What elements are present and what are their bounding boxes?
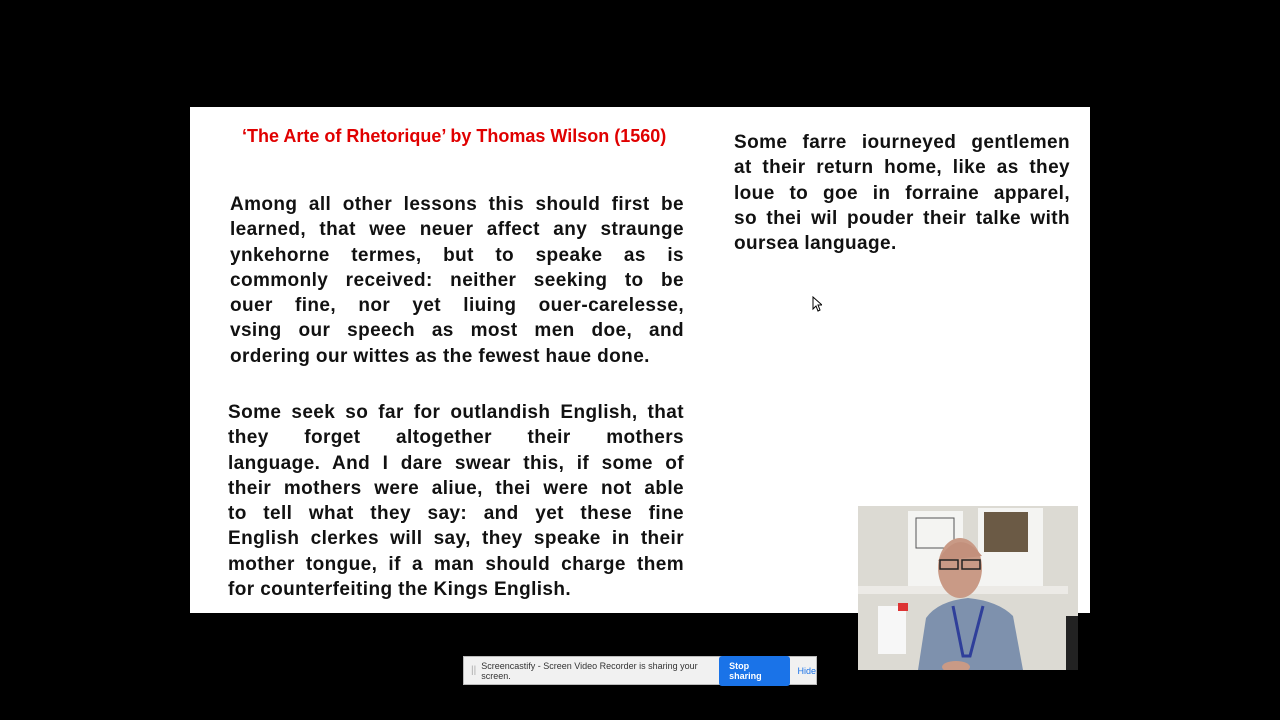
mouse-cursor-icon: [812, 296, 822, 312]
text-line: learned, that wee neuer affect any straunge: [230, 219, 684, 241]
text-line: vsing our speech as most men doe, and: [230, 320, 684, 342]
drag-handle-icon[interactable]: ||: [471, 665, 477, 676]
text-line: oursea language.: [734, 233, 897, 255]
text-line: commonly received: neither seeking to be: [230, 269, 684, 291]
text-line: ynkehorne termes, but to speake as is: [230, 244, 684, 266]
presenter-video: [858, 506, 1078, 670]
stop-sharing-button[interactable]: Stop sharing: [719, 656, 790, 686]
text-line: ouer fine, nor yet liuing ouer-carelesse,: [230, 295, 684, 317]
quote-paragraph-3: [734, 130, 1070, 256]
text-line: Among all other lessons this should first be: [230, 194, 684, 215]
text-line: so thei wil pouder their talke with: [734, 207, 1070, 229]
hide-button[interactable]: Hide: [797, 665, 816, 676]
text-line: Some farre iourneyed gentlemen: [734, 132, 1070, 153]
quote-paragraph-1: [230, 192, 684, 369]
quote-paragraph-2: [228, 400, 684, 602]
slide-title: ‘The Arte of Rhetorique’ by Thomas Wilson (1560): [242, 126, 667, 146]
text-line: to tell what they say: and yet these fine: [228, 503, 684, 525]
text-line: Some seek so far for outlandish English, that: [228, 402, 684, 423]
webcam-overlay: [858, 506, 1078, 670]
text-line: loue to goe in forraine apparel,: [734, 182, 1070, 204]
text-line: they forget altogether their mothers: [228, 427, 684, 449]
text-line: ordering our wittes as the fewest haue done.: [230, 345, 650, 367]
text-line: English clerkes will say, they speake in their: [228, 528, 684, 550]
text-line: for counterfeiting the Kings English.: [228, 579, 572, 601]
sharing-message: Screencastify - Screen Video Recorder is sharing your screen.: [481, 660, 698, 681]
text-line: their mothers were aliue, thei were not able: [228, 477, 684, 499]
text-line: at their return home, like as they: [734, 157, 1070, 179]
text-line: mother tongue, if a man should charge them: [228, 553, 684, 575]
screen-sharing-bar: [463, 656, 817, 685]
text-line: language. And I dare swear this, if some of: [228, 452, 684, 474]
